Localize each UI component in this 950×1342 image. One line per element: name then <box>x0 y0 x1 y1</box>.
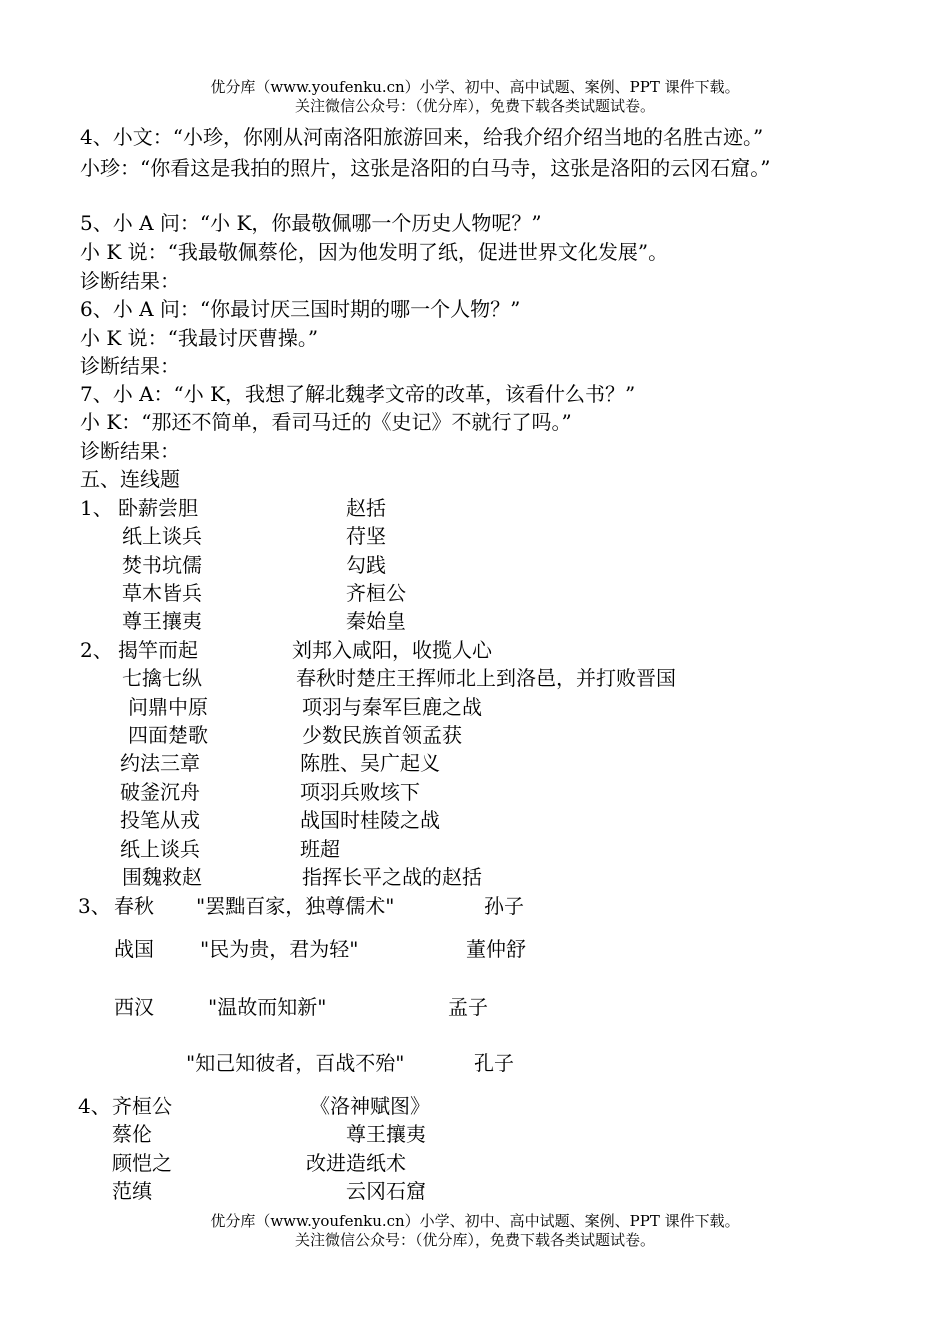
q3-number: 3、 <box>78 894 111 918</box>
q4-right-item: 云冈石窟 <box>346 1179 426 1203</box>
q3-period: 春秋 <box>114 894 154 918</box>
q2-number: 2、 <box>80 638 113 662</box>
diagnosis-label: 诊断结果： <box>80 354 180 378</box>
header-line-2: 关注微信公众号：（优分库），免费下载各类试题试卷。 <box>294 97 655 115</box>
q1-right-item: 赵括 <box>346 496 386 520</box>
dialogue-line: 小珍：“你看这是我拍的照片，这张是洛阳的白马寺，这张是洛阳的云冈石窟。” <box>80 156 771 180</box>
q2-right-item: 战国时桂陵之战 <box>300 808 440 832</box>
q3-quote: "民为贵，君为轻" <box>200 937 359 961</box>
q4-right-item: 尊王攘夷 <box>346 1122 426 1146</box>
q2-right-item: 班超 <box>300 837 340 861</box>
q4-left-item: 齐桓公 <box>112 1094 172 1118</box>
q1-right-item: 秦始皇 <box>346 609 406 633</box>
diagnosis-label: 诊断结果： <box>80 269 180 293</box>
q1-left-item: 纸上谈兵 <box>122 524 202 548</box>
q4-number: 4、 <box>78 1094 111 1118</box>
q2-left-item: 揭竿而起 <box>118 638 198 662</box>
q1-left-item: 尊王攘夷 <box>122 609 202 633</box>
dialogue-line: 6、小 A 问：“你最讨厌三国时期的哪一个人物？” <box>80 297 521 321</box>
q3-person: 孔子 <box>474 1051 514 1075</box>
q2-right-item: 项羽与秦军巨鹿之战 <box>302 695 482 719</box>
q3-quote: "罢黜百家，独尊儒术" <box>196 894 395 918</box>
section-title: 五、连线题 <box>80 467 180 491</box>
q1-left-item: 卧薪尝胆 <box>118 496 198 520</box>
q2-right-item: 春秋时楚庄王挥师北上到洛邑，并打败晋国 <box>296 666 676 690</box>
q2-right-item: 少数民族首领孟获 <box>302 723 462 747</box>
dialogue-line: 小 K：“那还不简单，看司马迁的《史记》不就行了吗。” <box>80 410 572 434</box>
q3-quote: "温故而知新" <box>208 995 327 1019</box>
dialogue-line: 4、小文：“小珍，你刚从河南洛阳旅游回来，给我介绍介绍当地的名胜古迹。” <box>80 125 764 149</box>
q3-person: 董仲舒 <box>466 937 526 961</box>
q2-right-item: 指挥长平之战的赵括 <box>302 865 482 889</box>
q1-right-item: 勾践 <box>346 553 386 577</box>
q2-left-item: 投笔从戎 <box>120 808 200 832</box>
dialogue-line: 小 K 说：“我最讨厌曹操。” <box>80 326 319 350</box>
q4-right-item: 改进造纸术 <box>306 1151 406 1175</box>
q3-person: 孟子 <box>448 995 488 1019</box>
dialogue-line: 小 K 说：“我最敬佩蔡伦，因为他发明了纸，促进世界文化发展”。 <box>80 240 669 264</box>
q2-right-item: 陈胜、吴广起义 <box>300 751 440 775</box>
q2-right-item: 项羽兵败垓下 <box>300 780 420 804</box>
q4-left-item: 顾恺之 <box>112 1151 172 1175</box>
footer-line-1: 优分库（www.youfenku.cn）小学、初中、高中试题、案例、PPT 课件下载。 <box>210 1212 740 1230</box>
q3-period: 战国 <box>114 937 154 961</box>
q4-left-item: 蔡伦 <box>112 1122 152 1146</box>
dialogue-line: 5、小 A 问：“小 K，你最敬佩哪一个历史人物呢？” <box>80 211 542 235</box>
footer-line-2: 关注微信公众号：（优分库），免费下载各类试题试卷。 <box>294 1231 655 1249</box>
q1-right-item: 齐桓公 <box>346 581 406 605</box>
q2-left-item: 纸上谈兵 <box>120 837 200 861</box>
q3-person: 孙子 <box>484 894 524 918</box>
q2-left-item: 问鼎中原 <box>128 695 208 719</box>
q2-left-item: 七擒七纵 <box>122 666 202 690</box>
q2-left-item: 围魏救赵 <box>122 865 202 889</box>
dialogue-line: 7、小 A：“小 K，我想了解北魏孝文帝的改革，该看什么书？” <box>80 382 636 406</box>
q4-left-item: 范缜 <box>112 1179 152 1203</box>
q2-left-item: 四面楚歌 <box>128 723 208 747</box>
q1-right-item: 苻坚 <box>346 524 386 548</box>
q3-period: 西汉 <box>114 995 154 1019</box>
q2-right-item: 刘邦入咸阳，收揽人心 <box>292 638 492 662</box>
q1-number: 1、 <box>80 496 113 520</box>
q1-left-item: 焚书坑儒 <box>122 553 202 577</box>
q1-left-item: 草木皆兵 <box>122 581 202 605</box>
header-line-1: 优分库（www.youfenku.cn）小学、初中、高中试题、案例、PPT 课件下载。 <box>210 78 740 96</box>
q2-left-item: 破釜沉舟 <box>120 780 200 804</box>
diagnosis-label: 诊断结果： <box>80 439 180 463</box>
q3-quote: "知己知彼者，百战不殆" <box>186 1051 405 1075</box>
q4-right-item: 《洛神赋图》 <box>310 1094 430 1118</box>
q2-left-item: 约法三章 <box>120 751 200 775</box>
